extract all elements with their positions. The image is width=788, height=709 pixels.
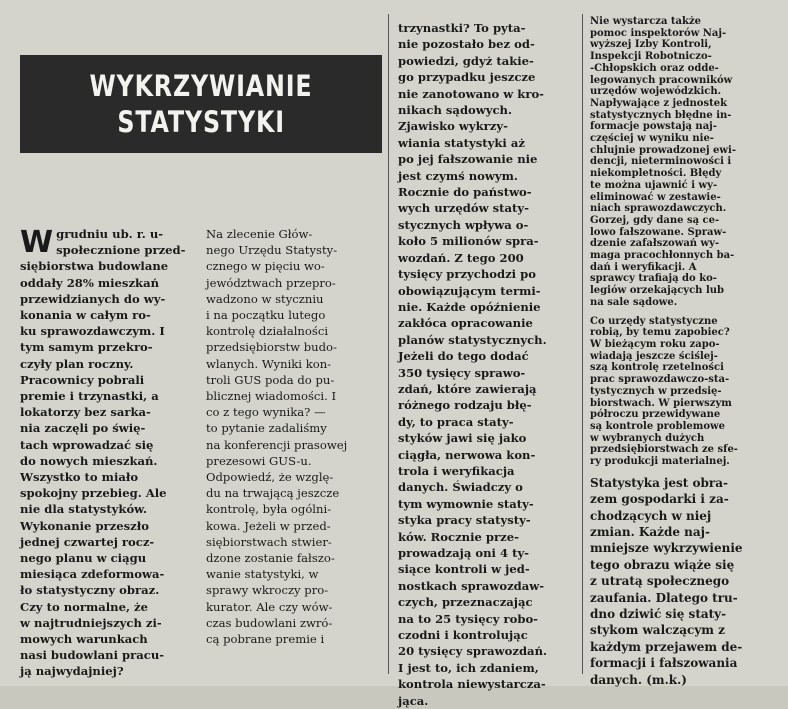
headline-line-2: STATYSTYKI bbox=[117, 105, 285, 139]
article-column-1 bbox=[20, 226, 196, 680]
column-2-text: Na zlecenie Głów- nego Urzędu Statysty- cznego w pięciu wo- jewództwach przepro- wadzono w styczniu i na początku lutego kontrolę działalności przedsiębiorstw budo- wlanych. Wyniki kon- troli GUS poda do pu- blicznej wiadomości. I co z tego wynika? — to pytanie zadaliśmy na konferencji prasowej prezesowi GUS-u. Odpowiedź, że wzglę- du na trwającą jeszcze kontrolę, była ogólni- kowa. Jeżeli w przed- siębiorstwach stwier- dzone zostanie fałszo- wanie statystyki, w sprawy wkroczy pro- kurator. Ale czy wów- czas budowlani zwró- cą pobrane premie i bbox=[206, 227, 348, 647]
column-4-paragraph-2: Co urzędy statystyczne robią, by temu zapobiec? W bieżącym roku zapo- wiadają jeszcze ściślej- szą kontrolę rzetelności prac sprawozdawczo-sta- tystycznych w przedsię- biorstwach. W pierwszym półroczu przewidywane są kontrole problemowe w wybranych dużych przedsiębiorstwach ze sfe- ry produkcji materialnej. bbox=[590, 315, 738, 468]
drop-cap: W bbox=[20, 225, 54, 260]
headline-box bbox=[20, 55, 382, 153]
column-4-paragraph-1: Nie wystarcza także pomoc inspektorów Naj- wyższej Izby Kontroli, Inspekcji Robotniczo- -Chłopskich oraz odde- legowanych pracowników urzędów wojewódzkich. Napływające z jednostek statystycznych błędne in- formacje powstają naj- częściej w wyniku nie- chlujnie prowadzonej ewi- dencji, nieterminowości i niekompletności. Błędy te można ujawnić i wy- eliminować w zestawie- niach sprawozdawczych. Gorzej, gdy dane są ce- lowo fałszowane. Spraw- dzenie zafałszowań wy- maga pracochłonnych ba- dań i weryfikacji. A sprawcy trafiają do ko- legiów orzekających lub na sale sądowe. bbox=[590, 16, 736, 308]
column-3-text: trzynastki? To pyta- nie pozostało bez od- powiedzi, gdyż takie- go przypadku jeszcze nie zanotowano w kro- nikach sądowych. Zjawisko wykrzy- wiania statystyki aż po jej fałszowanie nie jest czymś nowym. Rocznie do państwo- wych urzędów staty- stycznych wpływa o- koło 5 milionów spra- wozdań. Z tego 200 tysięcy przychodzi po obowiązującym termi- nie. Każde opóźnienie zakłóca opracowanie planów statystycznych. Jeżeli do tego dodać 350 tysięcy sprawo- zdań, które zawierają różnego rodzaju błę- dy, to praca staty- styków jawi się jako ciągła, nerwowa kon- trola i weryfikacja danych. Świadczy o tym wymownie staty- styka pracy statysty- ków. Rocznie prze- prowadzają oni 4 ty- siące kontroli w jed- nostkach sprawozdaw- czych, przeznaczając na to 25 tysięcy robo- czodni i kontrolując 20 tysięcy sprawozdań. I jest to, ich zdaniem, kontrola niewystarcza- jąca. bbox=[398, 21, 548, 708]
column-4-paragraph-3: Statystyka jest obra- zem gospodarki i za- chodzących w niej zmian. Każde naj- mniejsze wykrzywienie tego obrazu wiąże się z utratą społecznego zaufania. Dlatego tru- dno dziwić się staty- stykom walczącym z każdym przejawem de- formacji i fałszowania danych. (m.k.) bbox=[590, 475, 743, 687]
column-divider bbox=[388, 14, 389, 674]
column-1-text: grudniu ub. r. u- społecznione przed- siębiorstwa budowlane oddały 28% mieszkań przewidzianych do wy- konania w całym ro- ku sprawozdawczym. I tym samym przekro- czyły plan roczny. Pracownicy pobrali premie i trzynastki, a lokatorzy bez sarka- nia zaczęli po świę- tach wprowadzać się do nowych mieszkań. Wszystko to miało spokojny przebieg. Ale nie dla statystyków. Wykonanie przeszło jednej czwartej rocz- nego planu w ciągu miesiąca zdeformowa- ło statystyczny obraz. Czy to normalne, że w najtrudniejszych zi- mowych warunkach nasi budowlani pracu- ją najwydajniej? bbox=[20, 227, 186, 679]
headline-line-1: WYKRZYWIANIE bbox=[89, 69, 313, 103]
column-divider bbox=[582, 14, 583, 674]
article-column-2 bbox=[206, 226, 384, 647]
article-column-4 bbox=[590, 16, 766, 695]
article-column-3 bbox=[398, 20, 574, 709]
